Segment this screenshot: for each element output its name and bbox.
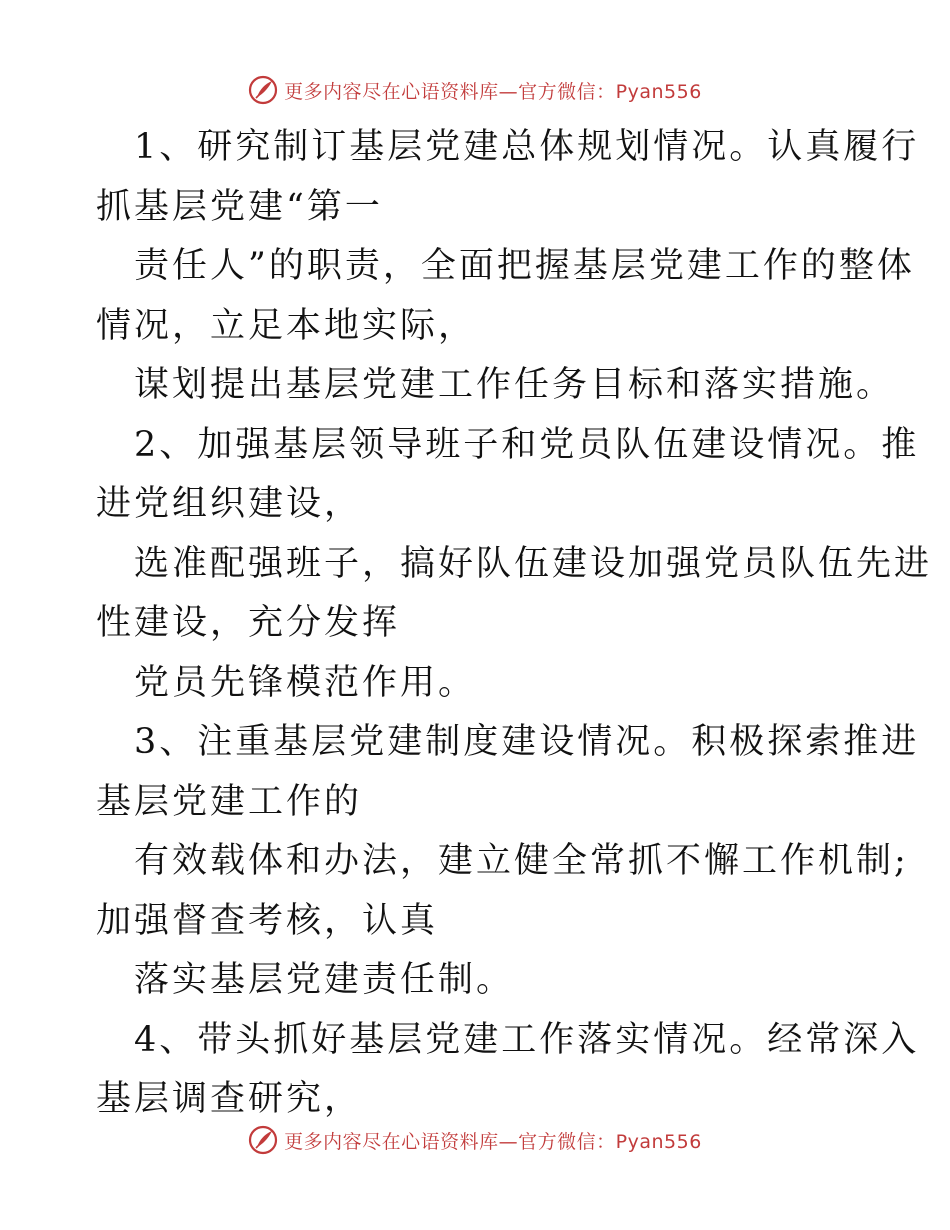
text-line: 进党组织建设， [96, 484, 363, 524]
text-line: 情况，立足本地实际， [96, 305, 477, 346]
text-line: 抓基层党建“第一 [96, 186, 383, 227]
feather-pen-logo-icon [248, 75, 278, 105]
text-line: 选准配强班子，搞好队伍建设加强党员队伍先进 [134, 543, 933, 584]
text-line: 落实基层党建责任制。 [134, 960, 515, 1000]
document-body [96, 118, 933, 1130]
header-banner [0, 70, 950, 110]
text-line: 1、研究制订基层党建总体规划情况。认真履行 [134, 127, 920, 167]
text-line: 基层调查研究， [96, 1079, 363, 1119]
footer-banner-text: 更多内容尽在心语资料库—官方微信：Pyan556 [284, 1130, 702, 1153]
footer-banner [0, 1120, 950, 1160]
text-line: 3、注重基层党建制度建设情况。积极探索推进 [134, 722, 920, 762]
text-line: 基层党建工作的 [96, 781, 363, 822]
text-line: 党员先锋模范作用。 [134, 662, 477, 703]
text-line: 加强督查考核，认真 [96, 900, 439, 941]
text-line: 有效载体和办法，建立健全常抓不懈工作机制; [134, 841, 909, 881]
text-line: 责任人”的职责，全面把握基层党建工作的整体 [134, 246, 915, 286]
text-line: 性建设，充分发挥 [96, 603, 401, 643]
header-banner-text: 更多内容尽在心语资料库—官方微信：Pyan556 [284, 80, 702, 103]
text-line: 4、带头抓好基层党建工作落实情况。经常深入 [134, 1019, 920, 1060]
feather-pen-logo-icon [248, 1125, 278, 1155]
text-line: 谋划提出基层党建工作任务目标和落实措施。 [134, 365, 895, 405]
text-line: 2、加强基层领导班子和党员队伍建设情况。推 [134, 424, 920, 465]
